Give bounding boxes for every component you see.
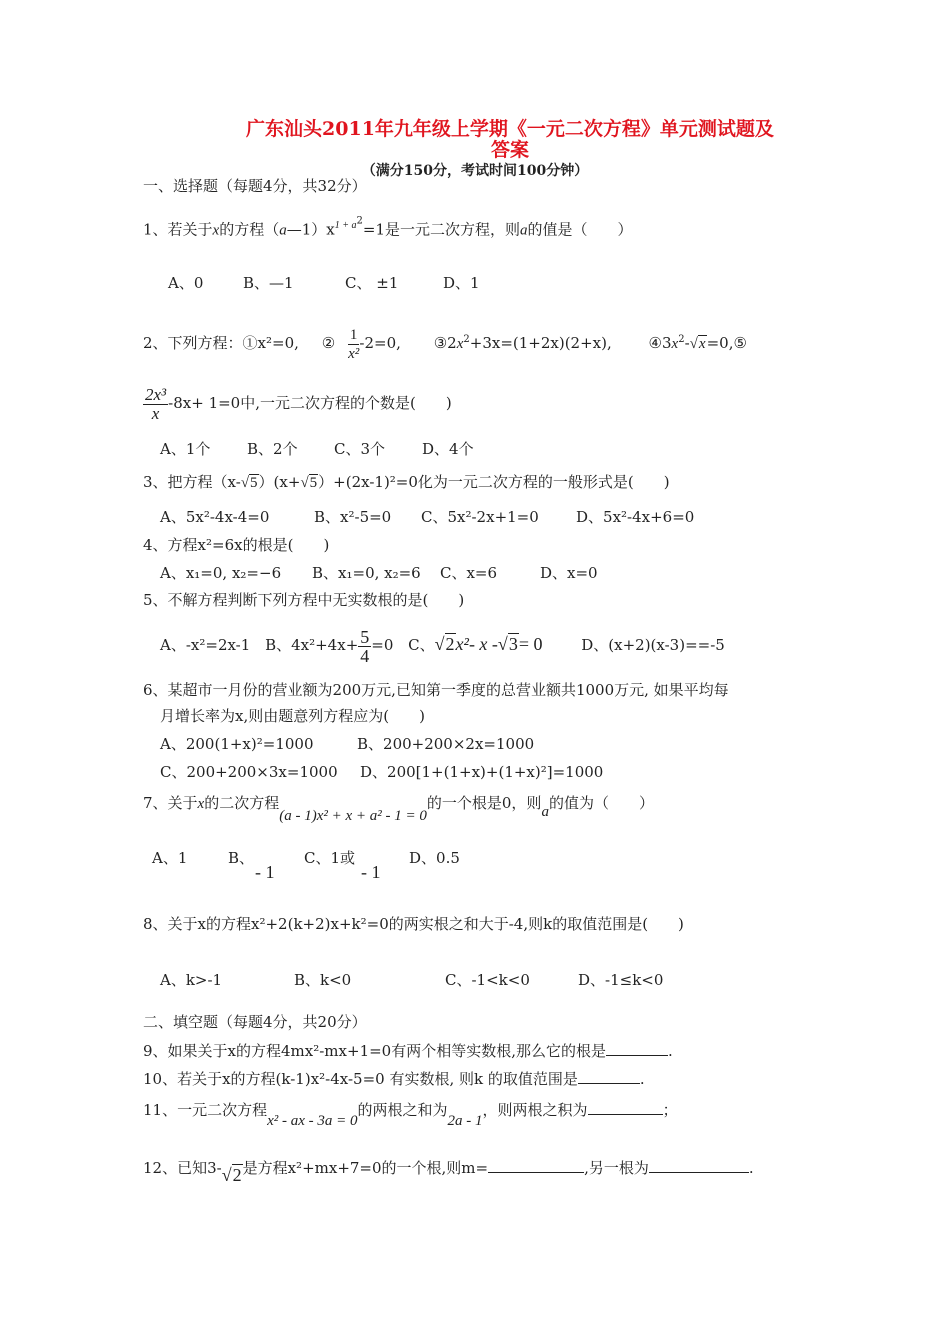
answer-blank[interactable] [606,1040,668,1056]
q2-var: x [456,336,464,352]
q2-text: - [684,334,690,352]
q5-term: - x - [468,634,498,654]
q2-sqrt: √x [689,336,706,352]
q7-var: a [541,804,549,820]
q11-equation: x² - ax - 3a = 0 [267,1113,358,1129]
answer-blank[interactable] [578,1068,640,1084]
q2-option: A、1个 [160,440,211,458]
q4-option: D、x=0 [540,564,598,582]
question-3 [143,472,670,493]
q1-option: D、1 [443,274,480,292]
q1-var-a: a [520,222,528,239]
page-title: 广东汕头2011年九年级上学期《一元二次方程》单元测试题及 [246,118,774,140]
q5-options [160,621,725,668]
exam-subtitle: （满分150分，考试时间100分钟） [361,163,589,179]
q12-sqrt: √2 [221,1165,242,1185]
answer-blank[interactable] [588,1099,663,1115]
page-title-continued: 答案 [490,139,529,161]
q7-option: C、1或 [304,849,356,867]
q7-var: x [197,796,205,812]
q2-text: 2、下列方程：①x²=0, [143,334,299,352]
q8-option: C、-1<k<0 [445,971,530,989]
q2-text: ④3 [648,334,672,352]
q12-text: ,另一根为 [584,1159,649,1177]
q8-option: D、-1≤k<0 [578,971,664,989]
section-heading-choice: 一、选择题（每题4分，共32分） [143,177,367,195]
q1-var-x: x [212,222,220,239]
q5-option-c: C、 [408,636,435,654]
q5-term: x² [455,634,469,654]
question-2-continued [143,380,452,426]
q12-text: 是方程x²+mx+7=0的一个根,则m= [242,1159,489,1177]
question-6: 6、某超市一月份的营业额为200万元,已知第一季度的总营业额共1000万元, 如果平均每 [143,681,729,699]
q4-option: C、x=6 [440,564,498,582]
q5-term: = 0 [518,634,543,654]
q4-option: A、x₁=0, x₂=−6 [160,564,282,582]
q12-text: . [748,1159,754,1177]
q3-option: C、5x²-2x+1=0 [421,508,539,526]
q3-sqrt: √5 [240,475,258,491]
q6-option: D、200[1+(1+x)+(1+x)²]=1000 [360,763,604,781]
question-12 [143,1157,754,1185]
q2-text: -2=0, [359,334,401,352]
q1-text: =1是一元二次方程，则 [362,220,520,239]
q11-text: 的两根之和为 [357,1101,448,1119]
q2-text: +3x=(1+2x)(2+x), [469,334,612,352]
section-heading-fill: 二、填空题（每题4分，共20分） [143,1013,367,1031]
question-2 [143,315,747,369]
q1-text: 1、若关于 [143,220,213,239]
question-8: 8、关于x的方程x²+2(k+2)x+k²=0的两实根之和大于-4,则k的取值范围是( ) [143,915,684,933]
q3-option: B、x²-5=0 [314,508,392,526]
q2-text: -8x+ 1=0中,一元二次方程的个数是( ) [168,394,452,412]
q1-option: B、—1 [243,274,294,292]
question-5: 5、不解方程判断下列方程中无实数根的是( ) [143,591,465,609]
q8-option: B、k<0 [294,971,352,989]
q5-option-d: D、(x+2)(x-3)==-5 [581,636,725,654]
q7-option-c-value: - 1 [361,862,381,882]
q5-option-b: =0 [371,636,394,654]
question-10 [143,1068,645,1089]
q1-text: 的值是（ ） [527,220,633,239]
q6-option: A、200(1+x)²=1000 [160,735,314,753]
q3-text: ）+(2x-1)²=0化为一元二次方程的一般形式是( ) [318,473,670,491]
q10-text: 10、若关于x的方程(k-1)x²-4x-5=0 有实数根, 则k 的取值范围是 [143,1070,578,1088]
q2-text: ③2 [433,334,457,352]
question-11 [143,1099,678,1129]
q2-text: =0,⑤ [706,334,747,352]
q3-option: D、5x²-4x+6=0 [576,508,695,526]
question-1 [143,212,633,240]
q1-exponent: 1 + a2 [334,216,363,232]
q7-text: 的一个根是0，则 [426,794,542,812]
q1-text: —1）x [286,220,335,239]
question-4: 4、方程x²=6x的根是( ) [143,536,330,554]
q3-text: ）(x+ [258,473,301,491]
q9-text: 9、如果关于x的方程4mx²-mx+1=0有两个相等实数根,那么它的根是 [143,1042,606,1060]
answer-blank-root[interactable] [649,1157,749,1173]
q7-text: 的二次方程 [204,794,280,812]
q1-option: C、 ±1 [345,274,399,292]
q3-text: 3、把方程（x- [143,473,241,491]
q9-text: . [668,1042,673,1060]
q11-expression: 2a - 1 [447,1113,483,1129]
q2-fraction: $\frac{1}{\text{x²}}$ [348,326,360,362]
q7-option: B、 [228,849,255,867]
q2-option: D、4个 [422,440,474,458]
q5-sqrt: √2 [434,634,455,654]
q7-equation: (a - 1)x² + x + a² - 1 = 0 [279,808,427,824]
q5-option-a: A、-x²=2x-1 [160,636,251,654]
q11-text: ，则两根之积为 [482,1101,588,1119]
q2-option: B、2个 [247,440,298,458]
q2-var: x [671,336,679,352]
q1-option: A、0 [168,274,204,292]
q7-text: 7、关于 [143,794,198,812]
q7-option: A、1 [152,849,188,867]
q2-fraction-5: $\frac{\text{2x³}}{x}$ [145,384,167,423]
question-6-continued: 月增长率为x,则由题意列方程应为( ) [160,707,425,725]
q3-sqrt: √5 [300,475,318,491]
q6-option: B、200+200×2x=1000 [357,735,535,753]
q12-text: 12、已知3- [143,1159,222,1177]
q5-option-b: B、4x²+4x+ [265,636,359,654]
q3-option: A、5x²-4x-4=0 [160,508,270,526]
q11-text: 11、一元二次方程 [143,1101,268,1119]
q10-text: . [639,1070,645,1088]
q1-text: 的方程（ [219,220,280,239]
q5-sqrt: √3 [497,634,518,654]
q2-text: ② [321,334,336,352]
q5-fraction: $\frac{5}{4}$ [360,626,370,666]
question-7 [143,793,654,824]
q2-option: C、3个 [334,440,386,458]
q1-var-a: a [279,222,287,239]
q2-exp: 2 [678,334,685,345]
q7-option-b-value: - 1 [255,862,275,882]
q6-option: C、200+200×3x=1000 [160,763,338,781]
question-9 [143,1040,673,1061]
answer-blank-m[interactable] [488,1157,584,1173]
q11-text: ； [662,1101,678,1119]
q8-option: A、k>-1 [160,971,223,989]
q7-option: D、0.5 [409,849,460,867]
q2-exp: 2 [463,334,470,345]
q4-option: B、x₁=0, x₂=6 [312,564,421,582]
q7-text: 的值为（ ） [548,794,654,812]
